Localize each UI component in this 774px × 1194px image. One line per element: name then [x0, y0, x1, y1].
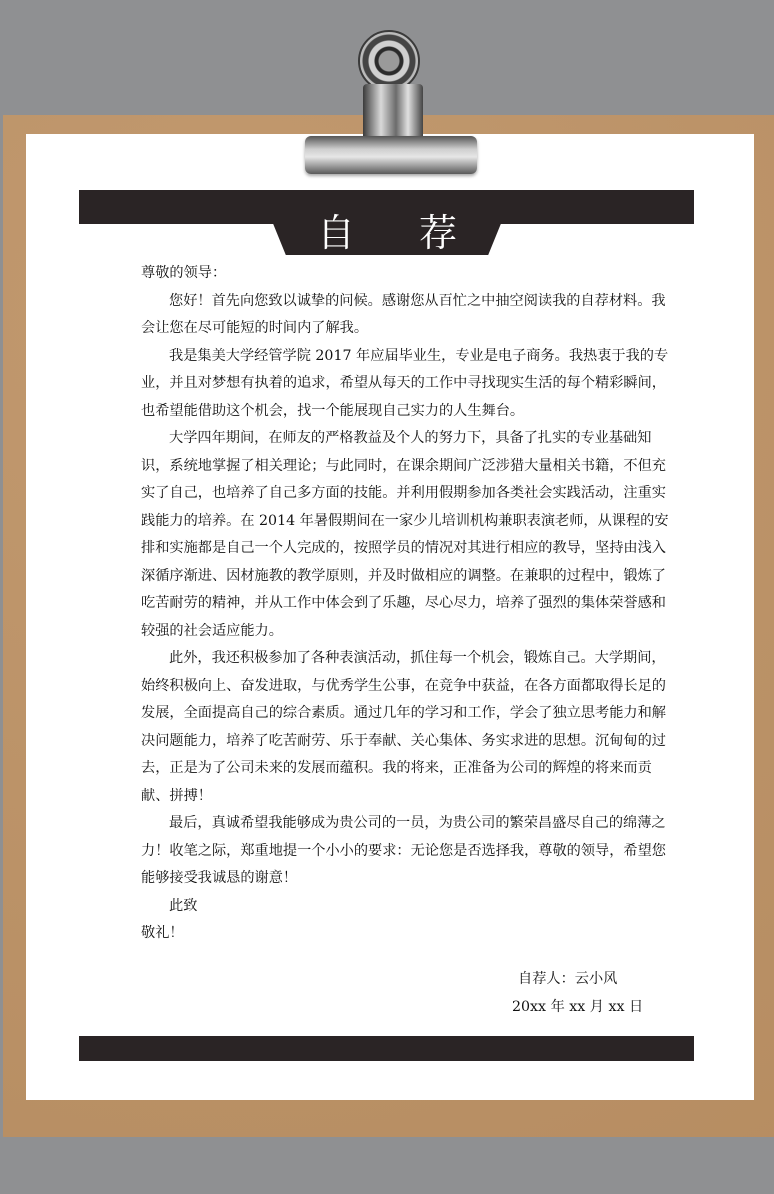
binder-clip-body	[363, 84, 423, 140]
paragraph: 最后，真诚希望我能够成为贵公司的一员，为贵公司的繁荣昌盛尽自己的绵薄之力！收笔之际，郑重地提一个小小的要求：无论您是否选择我，尊敬的领导，希望您能够接受我诚恳的谢意！	[141, 815, 666, 886]
signature-name: 自荐人：云小风	[518, 971, 618, 987]
paragraph: 您好！首先向您致以诚挚的问候。感谢您从百忙之中抽空阅读我的自荐材料。我会让您在尽可能短的时间内了解我。	[141, 292, 666, 336]
paragraph: 我是集美大学经管学院 2017 年应届毕业生，专业是电子商务。我热衷于我的专业，并且对梦想有执着的追求，希望从每天的工作中寻找现实生活的每个精彩瞬间，也希望能借助这个机会，找一个能展现自己实力的人生舞台。	[141, 347, 669, 419]
binder-clip-base	[305, 136, 477, 174]
letter-body	[141, 260, 679, 948]
salutation: 尊敬的领导：	[141, 265, 227, 281]
footer-band	[79, 1036, 694, 1061]
paragraph: 此外，我还积极参加了各种表演活动，抓住每一个机会，锻炼自己。大学期间，始终积极向上、奋发进取，与优秀学生公事，在竞争中获益，在各方面都取得长足的发展，全面提高自己的综合素质。通过几年的学习和工作，学会了独立思考能力和解决问题能力，培养了吃苦耐劳、乐于奉献、关心集体、务实求进的思想。沉甸甸的过去，正是为了公司未来的发展而蕴积。我的将来，正准备为公司的辉煌的将来而贡献、拼搏！	[141, 650, 666, 804]
binder-clip-icon	[358, 30, 420, 92]
signature-block	[512, 966, 643, 1021]
letter-title: 自 荐 信	[316, 211, 484, 305]
closing-line-1: 此致	[169, 897, 198, 914]
paragraph: 大学四年期间，在师友的严格教益及个人的努力下，具备了扎实的专业基础知识，系统地掌握了相关理论；与此同时，在课余期间广泛涉猎大量相关书籍，不但充实了自己，也培养了自己多方面的技能。并利用假期参加各类社会实践活动，注重实践能力的培养。在 2014 年暑假期间在一家少儿培训机构兼职表演老师，从课程的安排和实施都是自己一个人完成的，按照学员的情况对其进行相应的教导，坚持由浅入深循序渐进、因材施教的教学原则，并及时做相应的调整。在兼职的过程中，锻炼了吃苦耐劳的精神，并从工作中体会到了乐趣，尽心尽力，培养了强烈的集体荣誉感和较强的社会适应能力。	[141, 430, 669, 639]
closing-line-2: 敬礼！	[141, 925, 184, 941]
signature-date: 20xx 年 xx 月 xx 日	[512, 998, 644, 1015]
